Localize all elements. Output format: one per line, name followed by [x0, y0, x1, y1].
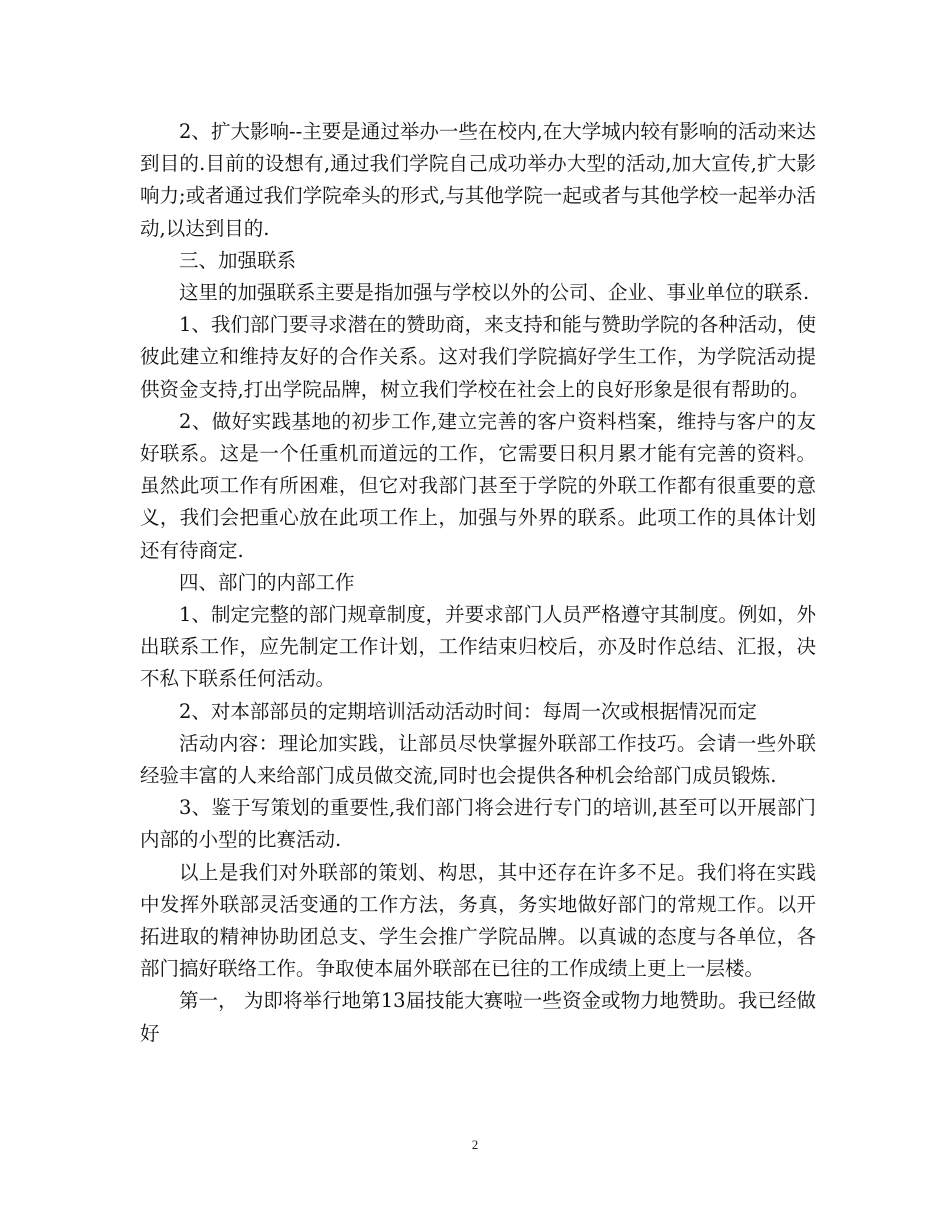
heading-strengthen-contacts: 三、加强联系 — [179, 248, 297, 272]
paragraph-contacts-intro: 这里的加强联系主要是指加强与学校以外的公司、企业、事业单位的联系. — [179, 281, 810, 305]
paragraph-summary: 以上是我们对外联部的策划、构思，其中还存在许多不足。我们将在实践中发挥外联部灵活变通的工作方法，务真，务实地做好部门的常规工作。以开拓进取的精神协助团总支、学生会推广学院品牌。以真诚的态度与各单位，各部门搞好联络工作。争取使本届外联部在已往的工作成绩上更上一层楼。 — [140, 860, 816, 981]
document-body — [140, 116, 816, 1050]
paragraph-planning-training: 3、鉴于写策划的重要性,我们部门将会进行专门的培训,甚至可以开展部门内部的小型的比赛活动. — [140, 796, 816, 852]
paragraph-training-time: 2、对本部部员的定期培训活动活动时间：每周一次或根据情况而定 — [179, 699, 757, 723]
paragraph-practice-base: 2、做好实践基地的初步工作,建立完善的客户资料档案，维持与客户的友好联系。这是一个任重机而道远的工作，它需要日积月累才能有完善的资料。虽然此项工作有所困难，但它对我部门甚至于学院的外联工作都有很重要的意义，我们会把重心放在此项工作上，加强与外界的联系。此项工作的具体计划还有待商定. — [140, 409, 816, 562]
paragraph-sponsors: 1、我们部门要寻求潜在的赞助商，来支持和能与赞助学院的各种活动，使彼此建立和维持友好的合作关系。这对我们学院搞好学生工作，为学院活动提供资金支持,打出学院品牌，树立我们学校在社会上的良好形象是很有帮助的。 — [140, 313, 816, 401]
paragraph-rules: 1、制定完整的部门规章制度，并要求部门人员严格遵守其制度。例如，外出联系工作，应先制定工作计划，工作结束归校后，亦及时作总结、汇报，决不私下联系任何活动。 — [140, 603, 816, 691]
paragraph-training-content: 活动内容：理论加实践，让部员尽快掌握外联部工作技巧。会请一些外联经验丰富的人来给部门成员做交流,同时也会提供各种机会给部门成员锻炼. — [140, 731, 816, 788]
paragraph-expand-influence: 2、扩大影响--主要是通过举办一些在校内,在大学城内较有影响的活动来达到目的.目前的设想有,通过我们学院自己成功举办大型的活动,加大宣传,扩大影响力;或者通过我们学院牵头的形式,与其他学院一起或者与其他学校一起举办活动,以达到目的. — [140, 120, 816, 240]
paragraph-first-item: 第一， 为即将举行地第13届技能大赛啦一些资金或物力地赞助。我已经做好 — [140, 989, 816, 1045]
page-number: 2 — [471, 1137, 479, 1152]
heading-internal-work: 四、部门的内部工作 — [179, 570, 355, 594]
